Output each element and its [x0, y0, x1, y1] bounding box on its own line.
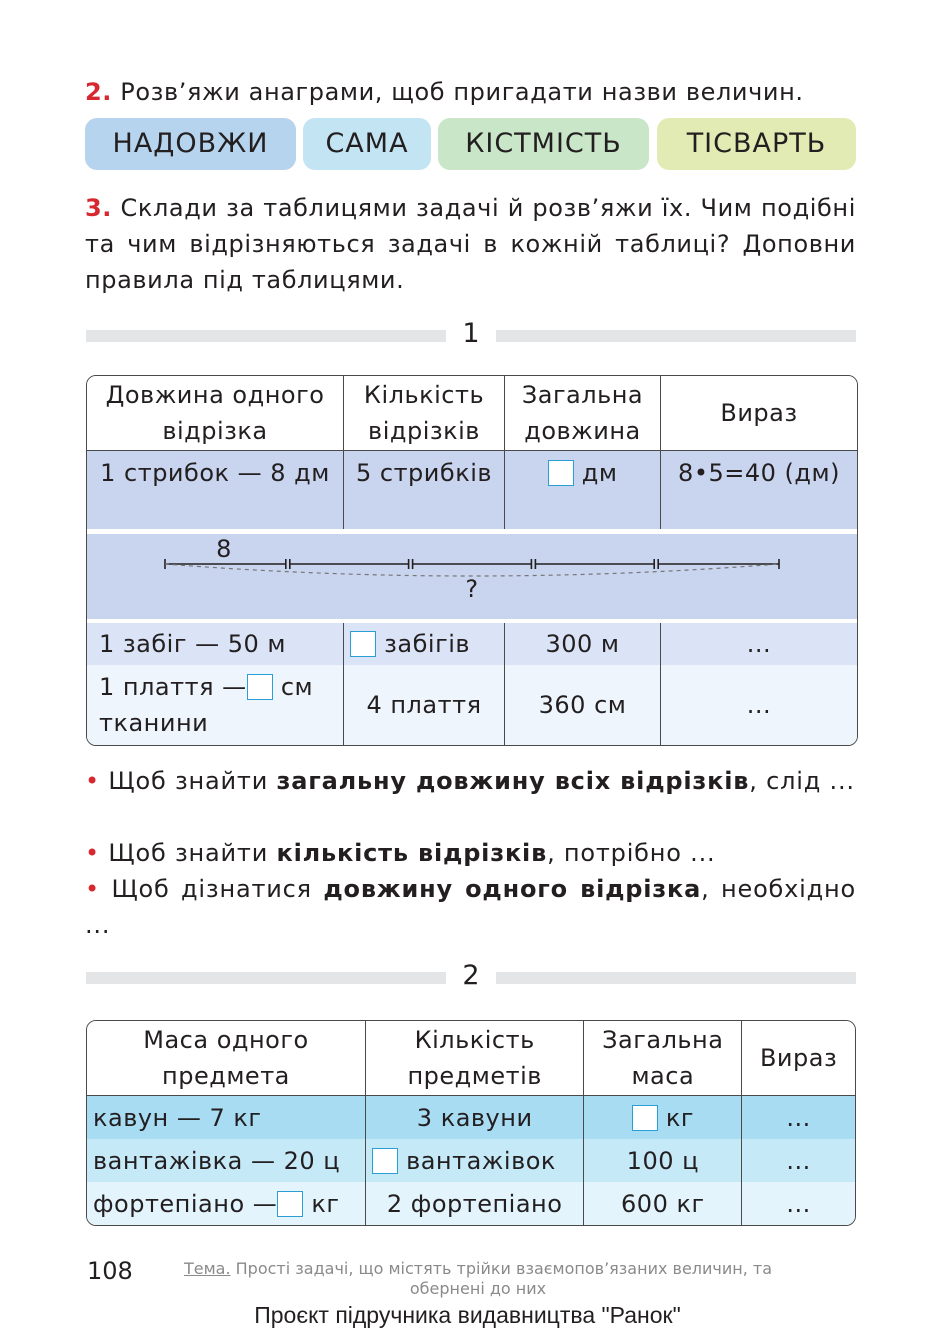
segment-length-label: 8 — [216, 535, 232, 563]
page-number: 108 — [87, 1257, 133, 1285]
table-row — [87, 451, 857, 529]
separator-line — [86, 330, 446, 342]
table-masses — [86, 1020, 856, 1226]
table-segments — [86, 375, 858, 746]
rule-1 — [85, 763, 856, 799]
column-header: Загальна маса — [584, 1021, 742, 1096]
answer-box[interactable] — [548, 460, 574, 486]
table-cell: ... — [661, 623, 857, 665]
answer-box[interactable] — [350, 631, 376, 657]
table-cell: 3 кавуни — [366, 1096, 585, 1139]
rule-2 — [85, 835, 856, 871]
task-3-prompt — [85, 190, 856, 298]
column-header: Довжина одного відрізка — [87, 376, 344, 451]
rule-text: , слід ... — [749, 767, 855, 795]
publisher-note: Проєкт підручника видавництва "Ранок" — [254, 1302, 681, 1328]
table-cell: 600 кг — [584, 1182, 742, 1225]
table-label: 2 — [462, 960, 480, 991]
bullet-icon: • — [85, 767, 100, 795]
rule-keyword: довжину одного відрізка — [323, 875, 702, 903]
table-cell: вантажівка — 20 ц — [87, 1139, 366, 1182]
table-cell — [584, 1096, 742, 1139]
anagram-card: ТІСВАРТЬ — [657, 118, 856, 170]
table-cell: 1 стрибок — 8 дм — [87, 451, 344, 529]
rule-text: Щоб знайти — [108, 839, 277, 867]
table-row — [87, 623, 857, 665]
cell-text: 1 плаття — — [99, 673, 247, 701]
page-theme — [173, 1259, 783, 1299]
task-text: Розв’яжи анаграми, щоб пригадати назви величин. — [120, 78, 804, 106]
separator-line — [86, 972, 446, 984]
column-header: Маса одного предмета — [87, 1021, 366, 1096]
answer-box[interactable] — [372, 1148, 398, 1174]
table-row — [87, 665, 857, 745]
task-2-prompt — [85, 74, 856, 110]
separator-line — [496, 330, 856, 342]
table-cell — [87, 665, 344, 745]
rule-text: , необхідно ... — [85, 875, 857, 939]
table-cell: 1 забіг — 50 м — [87, 623, 344, 665]
table-cell: ... — [661, 665, 857, 745]
segment-diagram — [87, 534, 857, 609]
table-cell: ... — [742, 1096, 855, 1139]
separator-line — [496, 972, 856, 984]
rule-text: Щоб дізнатися — [111, 875, 324, 903]
unit-label: дм — [581, 459, 618, 487]
table-cell: кавун — 7 кг — [87, 1096, 366, 1139]
table-cell: 100 ц — [584, 1139, 742, 1182]
bullet-icon: • — [85, 839, 100, 867]
task-number: 3. — [85, 194, 113, 222]
table-cell — [505, 451, 661, 529]
cell-text: фортепіано — — [93, 1189, 278, 1218]
bullet-icon: • — [85, 875, 100, 903]
table-cell: 2 фортепіано — [366, 1182, 585, 1225]
anagram-card: НАДОВЖИ — [85, 118, 296, 170]
column-header: Загальна довжина — [505, 376, 661, 451]
unit-label: см — [280, 673, 314, 701]
table-cell: 8•5=40 (дм) — [661, 451, 857, 529]
column-header: Вираз — [661, 376, 857, 451]
cell-text: тканини — [99, 709, 209, 737]
table-row — [87, 1096, 855, 1139]
theme-label: Тема. — [183, 1259, 231, 1278]
column-header: Кількість відрізків — [344, 376, 505, 451]
table-row — [87, 1139, 855, 1182]
anagram-card: КІСТМІСТЬ — [438, 118, 649, 170]
answer-box[interactable] — [277, 1191, 303, 1217]
table-cell: ... — [742, 1182, 855, 1225]
task-text: Склади за таблицями задачі й розв’яжи їх. Чим подібні та чим відрізняються задачі в кожній таблиці? Доповни правила під таблицями. — [85, 194, 856, 294]
table-cell: 360 см — [505, 665, 661, 745]
rule-text: Щоб знайти — [108, 767, 277, 795]
table-cell: 300 м — [505, 623, 661, 665]
table-cell: 5 стрибків — [344, 451, 505, 529]
total-length-label: ? — [465, 575, 479, 603]
theme-text: Прості задачі, що містять трійки взаємопов’язаних величин, та обернені до них — [230, 1259, 773, 1298]
answer-box[interactable] — [632, 1105, 658, 1131]
table-cell: 4 плаття — [344, 665, 505, 745]
segment-diagram-cell — [87, 529, 857, 623]
rule-keyword: кількість відрізків — [276, 839, 548, 867]
unit-label: забігів — [384, 630, 470, 658]
diagram-row — [87, 529, 857, 623]
table-cell — [87, 1182, 366, 1225]
table-cell — [366, 1139, 585, 1182]
unit-label: кг — [665, 1103, 694, 1132]
answer-box[interactable] — [247, 674, 273, 700]
anagram-card: САМА — [303, 118, 431, 170]
task-number: 2. — [85, 78, 113, 106]
column-header: Кількість предметів — [366, 1021, 585, 1096]
rule-keyword: загальну довжину всіх відрізків — [276, 767, 750, 795]
rule-3 — [85, 871, 856, 943]
table-cell — [344, 623, 505, 665]
column-header: Вираз — [742, 1021, 855, 1096]
table-label: 1 — [462, 318, 480, 349]
table-row — [87, 1182, 855, 1225]
rule-text: , потрібно ... — [547, 839, 716, 867]
unit-label: кг — [311, 1189, 340, 1218]
unit-label: вантажівок — [406, 1146, 556, 1175]
table-cell: ... — [742, 1139, 855, 1182]
